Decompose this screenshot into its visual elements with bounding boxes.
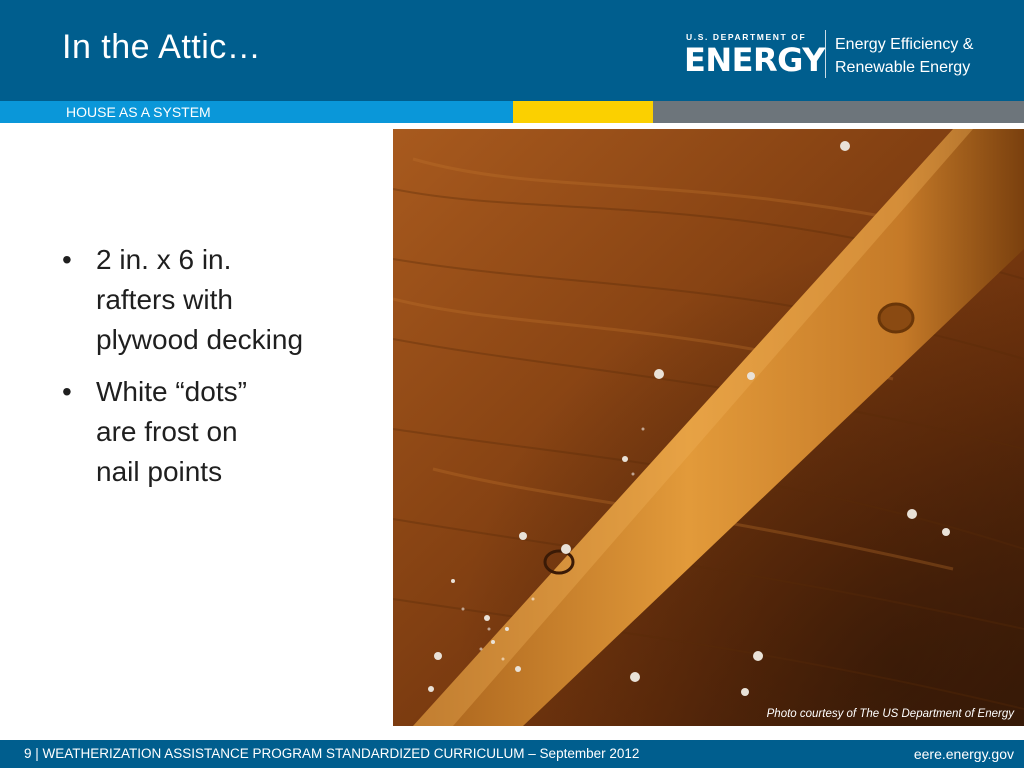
doe-logo [684,30,1004,82]
slide-header [0,0,1024,101]
logo-office-name [835,33,973,79]
bullet-marker: • [62,244,72,275]
bullet-text: White “dots” are frost on nail points [96,376,247,487]
logo-office-line1: Energy Efficiency & [835,36,974,53]
section-band-gray [653,101,1024,123]
slide-title: In the Attic… [62,28,262,66]
footer-page-info: 9 | WEATHERIZATION ASSISTANCE PROGRAM STANDARDIZED CURRICULUM – September 2012 [24,746,640,761]
slide-footer [0,740,1024,768]
bullet-marker: • [62,376,72,407]
section-band-yellow [513,101,653,123]
bullet-item [60,240,380,360]
logo-department-text: U.S. DEPARTMENT OF [686,32,807,42]
bullet-item [60,372,380,492]
photo-caption: Photo courtesy of The US Department of Energy [766,708,1014,720]
attic-photo [393,129,1024,726]
bullet-list [60,240,380,504]
bullet-text: 2 in. x 6 in. rafters with plywood decking [96,244,304,355]
logo-office-line2: Renewable Energy [835,59,971,76]
attic-photo-illustration [393,129,1024,726]
logo-energy-wordmark: ENERGY [684,41,825,79]
section-label: HOUSE AS A SYSTEM [66,104,211,120]
logo-divider [825,30,826,78]
footer-url[interactable]: eere.energy.gov [913,746,1014,762]
